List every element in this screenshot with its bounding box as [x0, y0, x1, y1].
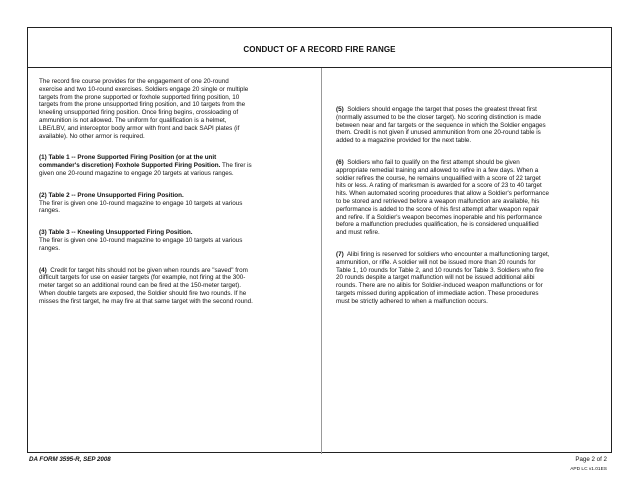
paragraph-5-number: (5)	[336, 106, 344, 113]
title-row	[28, 28, 611, 68]
paragraph-7	[336, 251, 550, 306]
intro-paragraph: The record fire course provides for the engagement of one 20-round exercise and two 10-round exercises. Soldiers engage 20 single or multiple targets from the prone supported or foxhole supported firing position, 10 targets from the prone unsupported firing position, and 10 targets from the kneeling unsupported firing position. Once firing begins, crossloading of ammunition is not allowed. The uniform for qualification is a helmet, LBE/LBV, and interceptor body armor with front and back SAPI plates (if available). No other armor is required.	[39, 78, 249, 140]
paragraph-1-heading: (1) Table 1 -- Prone Supported Firing Position (or at the unit commander's discretion) Foxhole Supported Firing Position.	[39, 154, 221, 170]
paragraph-4	[39, 267, 253, 306]
paragraph-1	[39, 154, 253, 177]
column-divider	[321, 68, 322, 454]
paragraph-3-body: The firer is given one 10-round magazine to engage 10 targets at various ranges.	[39, 236, 243, 252]
left-column	[39, 78, 253, 320]
paragraph-7-body: Alibi firing is reserved for soldiers who encounter a malfunctioning target, ammunition, or rifle. A soldier will not be issued more than 20 rounds for Table 1, 10 rounds for Table 2, and 10 rounds for Table 3. Soldiers who fire 20 rounds despite a target malfunction will not be issued additional alibi rounds. There are no alibis for Soldier-induced weapon malfunctions or for targets missed during application of immediate action. These procedures must be strictly adhered to when a malfunction occurs.	[336, 250, 550, 305]
paragraph-6-number: (6)	[336, 158, 344, 166]
version-label: APD LC v1.01ES	[570, 467, 607, 472]
paragraph-3-heading: (3) Table 3 -- Kneeling Unsupported Firing Position.	[39, 229, 193, 237]
page-title: CONDUCT OF A RECORD FIRE RANGE	[243, 45, 396, 54]
paragraph-3	[39, 229, 253, 252]
paragraph-2-heading: (2) Table 2 -- Prone Unsupported Firing Position.	[39, 191, 184, 199]
paragraph-7-number: (7)	[336, 250, 344, 258]
paragraph-2	[39, 192, 253, 215]
paragraph-2-body: The firer is given one 10-round magazine to engage 10 targets at various ranges.	[39, 199, 243, 215]
page-number: Page 2 of 2	[575, 456, 607, 463]
paragraph-4-number: (4)	[39, 266, 47, 274]
paragraph-6-body: Soldiers who fail to qualify on the first attempt should be given appropriate remedial training and allowed to refire in a few days. When a soldier refires the course, he remains unqualified with a score of 22 target hits or less. A rating of marksman is awarded for a score of 23 to 40 target hits. When automated scoring procedures that allow a Soldier's performance to be stored and retrieved before a weapon malfunction are available, his performance is added to the score of his first attempt after weapon repair and refire. If a Soldier's weapon becomes inoperable and his performance before a malfunction precludes qualification, he is considered unqualified and must refire.	[336, 158, 549, 237]
paragraph-1-body: The firer is given one 20-round magazine to engage 20 targets at various ranges.	[39, 162, 252, 177]
paragraph-5-body: Soldiers should engage the target that poses the greatest threat first (normally assumed to be the closer target). No scoring distinction is made between near and far targets or the sequence in which the Soldier engages them. Credit is not given if unused ammunition from one 20-round table is added to a magazine provided for the next table.	[336, 106, 546, 145]
paragraph-6	[336, 159, 550, 237]
right-column	[336, 106, 550, 320]
paragraph-4-body: Credit for target hits should not be given when rounds are "saved" from difficult targets for use on easier targets (for example, not firing at the 300-meter target so an additional round can be fired at the 150-meter target). When double targets are exposed, the Soldier should fire two rounds. If he misses the first target, he may fire at that same target with the second round.	[39, 266, 253, 305]
paragraph-5	[336, 106, 550, 145]
form-number: DA FORM 3595-R, SEP 2008	[29, 456, 111, 463]
